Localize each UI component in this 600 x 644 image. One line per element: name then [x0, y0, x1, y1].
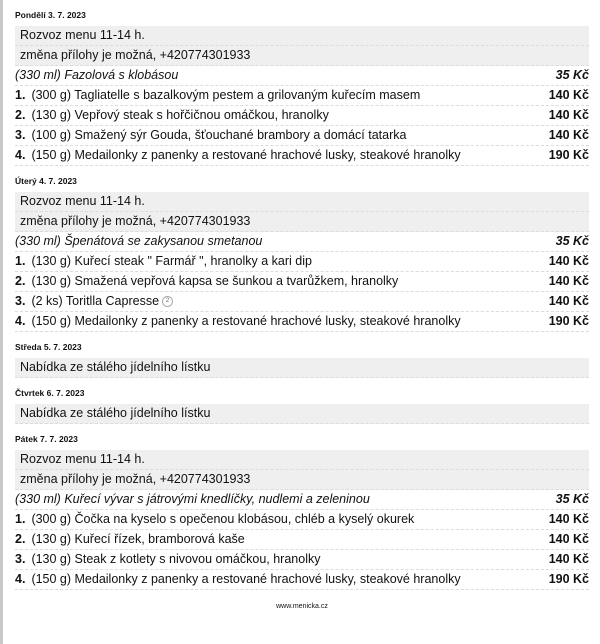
meal-row	[15, 106, 589, 126]
meal-name: (150 g) Medailonky z panenky a restované hrachové lusky, steakové hranolky	[31, 314, 461, 328]
meal-number: 4.	[15, 572, 26, 586]
info-row: změna přílohy je možná, +420774301933	[15, 470, 589, 490]
day-title: Pondělí 3. 7. 2023	[15, 10, 86, 20]
info-row: Rozvoz menu 11-14 h.	[15, 26, 589, 46]
soup-name: (330 ml) Fazolová s klobásou	[15, 68, 179, 82]
meal-row	[15, 550, 589, 570]
allergen-badge-icon[interactable]: 2	[162, 296, 173, 307]
meal-name: (300 g) Tagliatelle s bazalkovým pestem a grilovaným kuřecím masem	[31, 88, 421, 102]
meal-row	[15, 126, 589, 146]
meal-number: 2.	[15, 532, 26, 546]
meal-row	[15, 86, 589, 106]
meal-row	[15, 252, 589, 272]
meal-row	[15, 510, 589, 530]
info-row: Rozvoz menu 11-14 h.	[15, 192, 589, 212]
day-title: Čtvrtek 6. 7. 2023	[15, 388, 85, 398]
meal-name: (2 ks) Toritlla Capresse	[31, 294, 160, 308]
meal-name: (100 g) Smažený sýr Gouda, šťouchané brambory a domácí tatarka	[31, 128, 407, 142]
day-section	[15, 166, 589, 332]
day-section	[15, 332, 589, 378]
info-row: změna přílohy je možná, +420774301933	[15, 46, 589, 66]
meal-number: 2.	[15, 274, 26, 288]
meal-number: 4.	[15, 148, 26, 162]
meal-price: 190 Kč	[548, 314, 589, 328]
meal-number: 3.	[15, 552, 26, 566]
meal-number: 1.	[15, 512, 26, 526]
info-row: Rozvoz menu 11-14 h.	[15, 450, 589, 470]
meal-price: 140 Kč	[548, 512, 589, 526]
menu-container	[15, 0, 589, 610]
meal-number: 1.	[15, 88, 26, 102]
meal-row	[15, 272, 589, 292]
meal-name: (130 g) Steak z kotlety s nivovou omáčkou, hranolky	[31, 552, 321, 566]
meal-name: (130 g) Kuřecí steak " Farmář ", hranolky a kari dip	[31, 254, 312, 268]
meal-number: 3.	[15, 294, 26, 308]
meal-name: (130 g) Kuřecí řízek, bramborová kaše	[31, 532, 245, 546]
day-title: Středa 5. 7. 2023	[15, 342, 82, 352]
meal-price: 140 Kč	[548, 128, 589, 142]
meal-number: 4.	[15, 314, 26, 328]
footer-link[interactable]: www.menicka.cz	[276, 603, 328, 610]
meal-row	[15, 570, 589, 590]
meal-price: 140 Kč	[548, 552, 589, 566]
day-title: Pátek 7. 7. 2023	[15, 434, 78, 444]
meal-name: (150 g) Medailonky z panenky a restované hrachové lusky, steakové hranolky	[31, 572, 461, 586]
soup-row	[15, 66, 589, 86]
meal-price: 190 Kč	[548, 572, 589, 586]
meal-name: (130 g) Vepřový steak s hořčičnou omáčkou, hranolky	[31, 108, 329, 122]
meal-price: 140 Kč	[548, 294, 589, 308]
soup-name: (330 ml) Kuřecí vývar s játrovými knedlíčky, nudlemi a zeleninou	[15, 492, 370, 506]
meal-number: 3.	[15, 128, 26, 142]
left-border	[0, 0, 3, 644]
meal-price: 140 Kč	[548, 274, 589, 288]
meal-price: 140 Kč	[548, 532, 589, 546]
soup-price: 35 Kč	[555, 234, 589, 248]
meal-name: (150 g) Medailonky z panenky a restované hrachové lusky, steakové hranolky	[31, 148, 461, 162]
soup-row	[15, 490, 589, 510]
meal-price: 190 Kč	[548, 148, 589, 162]
meal-name: (300 g) Čočka na kyselo s opečenou klobásou, chléb a kyselý okurek	[31, 512, 415, 526]
soup-name: (330 ml) Špenátová se zakysanou smetanou	[15, 234, 263, 248]
meal-row	[15, 530, 589, 550]
day-title: Úterý 4. 7. 2023	[15, 176, 77, 186]
meal-row	[15, 146, 589, 166]
soup-price: 35 Kč	[555, 492, 589, 506]
meal-number: 2.	[15, 108, 26, 122]
meal-row	[15, 312, 589, 332]
day-section	[15, 0, 589, 166]
day-section	[15, 378, 589, 424]
meal-name: (130 g) Smažená vepřová kapsa se šunkou a tvarůžkem, hranolky	[31, 274, 399, 288]
meal-number: 1.	[15, 254, 26, 268]
meal-price: 140 Kč	[548, 88, 589, 102]
meal-price: 140 Kč	[548, 108, 589, 122]
info-row: Nabídka ze stálého jídelního lístku	[15, 358, 589, 378]
meal-price: 140 Kč	[548, 254, 589, 268]
info-row: Nabídka ze stálého jídelního lístku	[15, 404, 589, 424]
meal-row	[15, 292, 589, 312]
info-row: změna přílohy je možná, +420774301933	[15, 212, 589, 232]
soup-row	[15, 232, 589, 252]
soup-price: 35 Kč	[555, 68, 589, 82]
day-section	[15, 424, 589, 590]
